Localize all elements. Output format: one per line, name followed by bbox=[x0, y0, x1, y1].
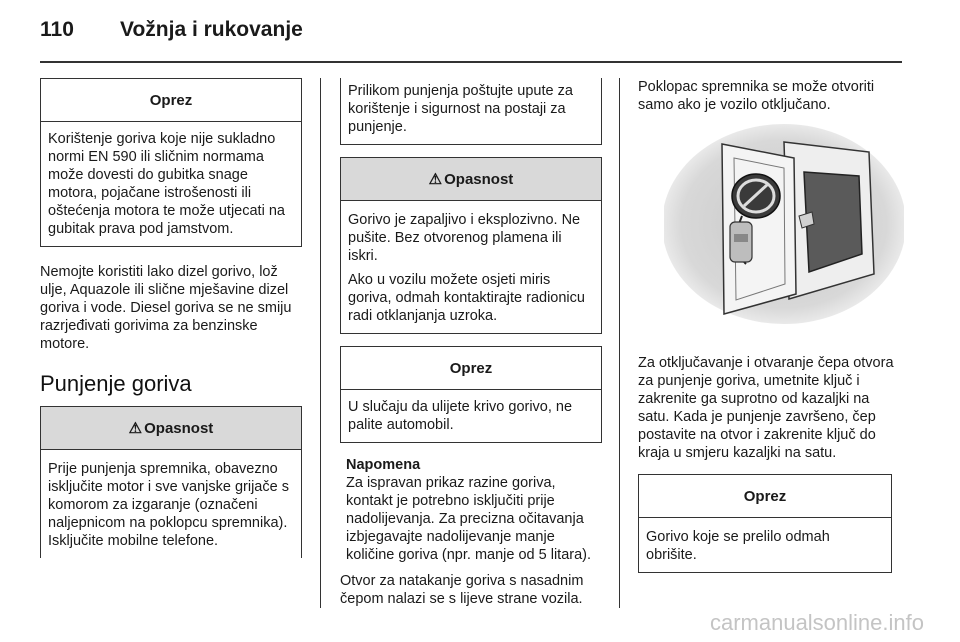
caution-title-2: Oprez bbox=[341, 347, 601, 390]
page-number: 110 bbox=[40, 18, 74, 41]
danger-box-continued bbox=[340, 78, 602, 145]
continued-text: Prilikom punjenja poštujte upute za korištenje i sigurnost na postaji za punjenje. bbox=[348, 83, 573, 135]
note-text: Za ispravan prikaz razine goriva, kontakt je potrebno isključiti prije nadolijevanja. Za precizna očitavanja izbjegavajte nadolijevanje manje količine goriva (npr. manje od 5 litara). bbox=[346, 475, 592, 563]
caution-box-wrong-fuel bbox=[340, 346, 602, 443]
fuel-cap bbox=[732, 174, 780, 218]
note-block bbox=[340, 457, 602, 564]
paragraph-diesel: Nemojte koristiti lako dizel gorivo, lož ulje, Aquazole ili slične mješavine dizel goriva i vode. Diesel goriva se ne smiju razrjeđivati gorivima za benzinske motore. bbox=[40, 264, 292, 352]
section-title: Punjenje goriva bbox=[40, 371, 192, 396]
column-1 bbox=[40, 78, 302, 558]
header-rule bbox=[40, 61, 902, 63]
danger-body-2 bbox=[341, 201, 601, 333]
continued-body bbox=[341, 78, 601, 144]
caution-body-3 bbox=[639, 518, 891, 572]
fuel-filler-illustration bbox=[664, 124, 904, 324]
caution-box-fuel-standard bbox=[40, 78, 302, 247]
danger-text-2b: Ako u vozilu možete osjeti miris goriva, odmah kontaktirajte radionicu radi otklanjanja uzroka. bbox=[348, 272, 585, 324]
paragraph-flap-unlock: Poklopac spremnika se može otvoriti samo ako je vozilo otključano. bbox=[638, 79, 875, 113]
danger-body bbox=[41, 450, 301, 558]
caution-title: Oprez bbox=[41, 79, 301, 122]
warning-triangle-icon: ⚠ bbox=[428, 171, 443, 188]
caution-text-3: Gorivo koje se prelilo odmah obrišite. bbox=[646, 529, 830, 563]
paragraph-filler-location: Otvor za natakanje goriva s nasadnim čepom nalazi se s lijeve strane vozila. bbox=[340, 573, 584, 607]
caution-body bbox=[41, 122, 301, 246]
caution-title-3: Oprez bbox=[639, 475, 891, 518]
filler-neck bbox=[730, 222, 752, 262]
danger-title: Opasnost bbox=[144, 419, 214, 437]
paragraph-unlock-instructions: Za otključavanje i otvaranje čepa otvora za punjenje goriva, umetnite ključ i zakrenite ga suprotno od kazaljki na satu. Kada je punjenje završeno, čep postavite na otvor i zakrenite ključ do kraja u smjeru kazaljki na satu. bbox=[638, 355, 894, 461]
caution-text-2: U slučaju da ulijete krivo gorivo, ne palite automobil. bbox=[348, 399, 573, 433]
danger-text: Prije punjenja spremnika, obavezno isključite motor i sve vanjske grijače s komorom za izgaranje (označeni naljepnicom na poklopcu spremnika). Isključite mobilne telefone. bbox=[48, 461, 289, 549]
danger-head bbox=[41, 407, 301, 450]
danger-box-refuelling bbox=[40, 406, 302, 558]
column-divider-1 bbox=[320, 78, 321, 608]
warning-triangle-icon: ⚠ bbox=[128, 420, 143, 437]
caution-text: Korištenje goriva koje nije sukladno normi EN 590 ili sličnim normama može dovesti do gubitka snage motora, pojačane istrošenosti ili oštećenja motora te može utjecati na gubitak prava pod jamstvom. bbox=[48, 131, 285, 237]
danger-box-flammable bbox=[340, 157, 602, 334]
caution-body-2 bbox=[341, 390, 601, 442]
watermark: carmanualsonline.info bbox=[709, 610, 924, 635]
note-title: Napomena bbox=[346, 457, 421, 473]
danger-text-2a: Gorivo je zapaljivo i eksplozivno. Ne pušite. Bez otvorenog plamena ili iskri. bbox=[348, 212, 581, 264]
danger-title-2: Opasnost bbox=[444, 170, 514, 188]
page-title: Vožnja i rukovanje bbox=[120, 18, 303, 41]
caution-box-spill bbox=[638, 474, 892, 573]
column-divider-2 bbox=[619, 78, 620, 608]
danger-head-2 bbox=[341, 158, 601, 201]
column-2 bbox=[340, 78, 602, 608]
